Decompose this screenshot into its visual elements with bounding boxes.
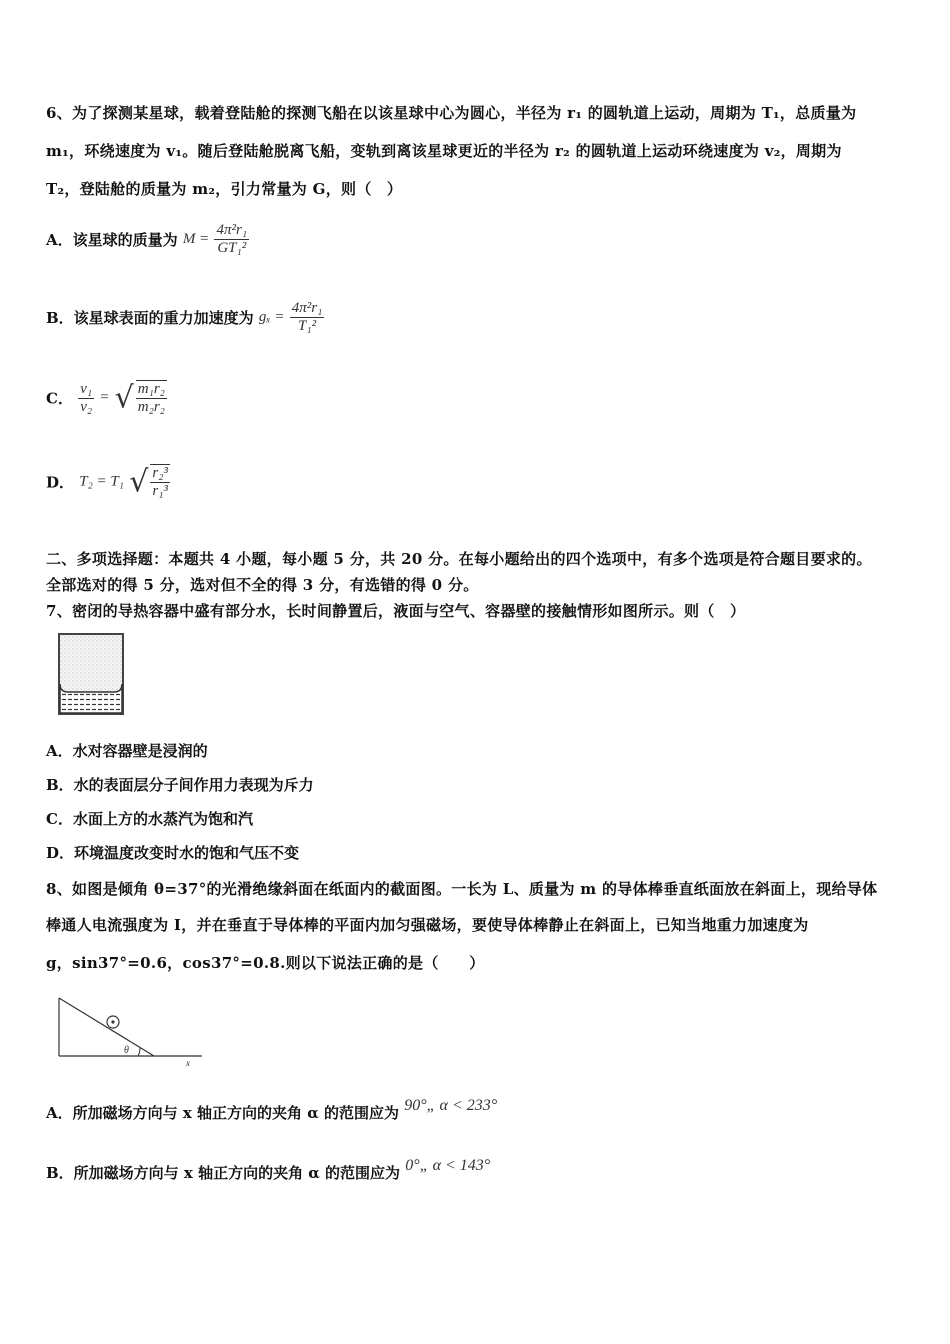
formula-d-fraction bbox=[150, 465, 170, 500]
section2-heading-line2: 全部选对的得 5 分，选对但不全的得 3 分，有选错的得 0 分。 bbox=[46, 576, 479, 594]
q6-stem-line2: m₁，环绕速度为 v₁。随后登陆舱脱离飞船，变轨到离该星球更近的半径为 r₂ 的圆轨道上运动环绕速度为 v₂，周期为 bbox=[46, 142, 842, 160]
formula-d-radicand bbox=[150, 464, 170, 500]
formula-a-denominator: GT₁² bbox=[217, 240, 247, 256]
formula-a-fraction bbox=[214, 222, 249, 257]
q7-stem: 7、密闭的导热容器中盛有部分水，长时间静置后，液面与空气、容器壁的接触情形如图所示。则（ ） bbox=[46, 602, 746, 620]
q8-option-b-label: B．所加磁场方向与 x 轴正方向的夹角 α 的范围应为 bbox=[46, 1164, 401, 1182]
formula-c-radicand bbox=[136, 380, 167, 416]
sqrt-icon: √ bbox=[114, 380, 134, 416]
formula-c-right-numerator: m₁r₂ bbox=[137, 381, 165, 397]
q6-option-d bbox=[46, 464, 170, 500]
q6-option-c bbox=[46, 380, 167, 416]
q7-option-d: D．环境温度改变时水的饱和气压不变 bbox=[46, 844, 300, 862]
q6-option-b bbox=[46, 300, 324, 335]
current-out-of-page-icon bbox=[111, 1020, 114, 1023]
formula-c-right-fraction bbox=[136, 381, 167, 416]
q6-option-b-label: B．该星球表面的重力加速度为 bbox=[46, 309, 254, 327]
q8-option-a-range: 90°„ α < 233° bbox=[404, 1097, 498, 1114]
formula-b-fraction bbox=[290, 300, 325, 335]
q8-option-a-label: A．所加磁场方向与 x 轴正方向的夹角 α 的范围应为 bbox=[46, 1104, 400, 1122]
formula-c-equals: = bbox=[99, 389, 110, 406]
q8-stem-line3: g，sin37°=0.6，cos37°=0.8.则以下说法正确的是（ ） bbox=[46, 954, 485, 972]
formula-c-left-denominator: v₂ bbox=[80, 398, 93, 415]
q6-option-a bbox=[46, 222, 249, 257]
q8-option-b-range: 0°„ α < 143° bbox=[405, 1157, 491, 1174]
formula-d-denominator: r₁³ bbox=[152, 483, 168, 499]
q7-option-b: B．水的表面层分子间作用力表现为斥力 bbox=[46, 776, 314, 794]
container-figure bbox=[56, 632, 126, 718]
q6-option-c-label: C． bbox=[46, 389, 73, 408]
sqrt-icon: √ bbox=[129, 464, 149, 500]
q7-option-c: C．水面上方的水蒸汽为饱和汽 bbox=[46, 810, 253, 828]
formula-d-lhs: T₂ = T₁ bbox=[79, 473, 124, 490]
q8-option-b bbox=[46, 1157, 491, 1183]
q7-option-a: A．水对容器壁是浸润的 bbox=[46, 742, 208, 760]
formula-b-denominator: T₁² bbox=[298, 318, 317, 334]
formula-b-lhs: gₓ = bbox=[258, 309, 285, 325]
formula-a-numerator: 4π²r₁ bbox=[216, 222, 248, 238]
theta-label: θ bbox=[124, 1045, 129, 1056]
q8-option-a bbox=[46, 1097, 498, 1123]
q8-stem-line2: 棒通人电流强度为 I，并在垂直于导体棒的平面内加匀强磁场，要使导体棒静止在斜面上，已知当地重力加速度为 bbox=[46, 916, 809, 934]
formula-a-lhs: M = bbox=[182, 231, 210, 247]
formula-d-numerator: r₂³ bbox=[152, 465, 168, 481]
q6-option-a-label: A．该星球的质量为 bbox=[46, 231, 178, 249]
incline-figure bbox=[54, 992, 214, 1068]
q8-stem-line1: 8、如图是倾角 θ=37°的光滑绝缘斜面在纸面内的截面图。一长为 L、质量为 m 的导体棒垂直纸面放在斜面上，现给导体 bbox=[46, 880, 878, 898]
formula-c-left-numerator: v₁ bbox=[80, 380, 93, 397]
formula-c-right-denominator: m₂r₂ bbox=[137, 399, 165, 415]
q6-stem-line3: T₂，登陆舱的质量为 m₂，引力常量为 G，则（ ） bbox=[46, 180, 403, 198]
q6-option-d-label: D． bbox=[46, 473, 75, 492]
formula-c-left-fraction bbox=[78, 381, 94, 416]
incline-slope bbox=[59, 998, 154, 1056]
formula-b-numerator: 4π²r₁ bbox=[291, 300, 323, 316]
angle-arc bbox=[138, 1048, 140, 1056]
x-axis-label: x bbox=[186, 1058, 190, 1068]
section2-heading-line1: 二、多项选择题：本题共 4 小题，每小题 5 分，共 20 分。在每小题给出的四个选项中，有多个选项是符合题目要求的。 bbox=[46, 550, 872, 568]
q6-stem-line1: 6、为了探测某星球，载着登陆舱的探测飞船在以该星球中心为圆心，半径为 r₁ 的圆轨道上运动，周期为 T₁，总质量为 bbox=[46, 104, 857, 122]
